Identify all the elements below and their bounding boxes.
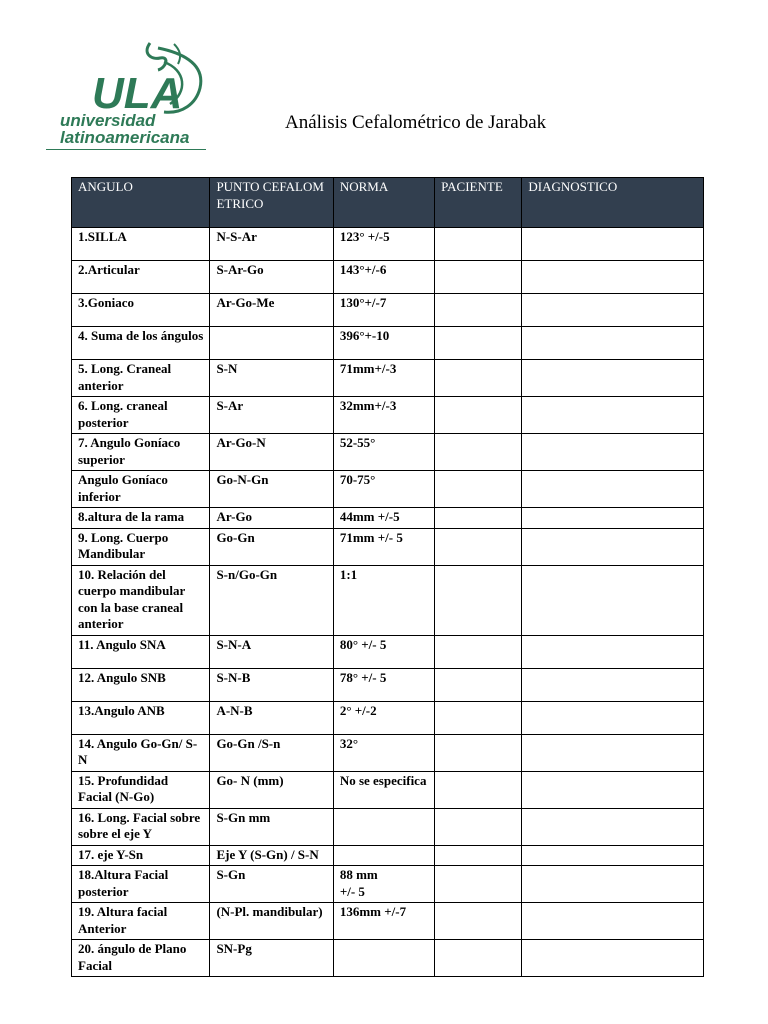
table-row <box>72 397 704 434</box>
cell-paciente <box>435 734 522 771</box>
cell-punto: S-N-A <box>210 635 333 668</box>
cell-angulo: 13.Angulo ANB <box>72 701 210 734</box>
cell-punto: S-N-B <box>210 668 333 701</box>
cell-diagnostico <box>522 940 704 977</box>
cell-diagnostico <box>522 397 704 434</box>
cell-paciente <box>435 327 522 360</box>
cell-punto: S-Ar-Go <box>210 261 333 294</box>
cell-diagnostico <box>522 294 704 327</box>
cell-paciente <box>435 808 522 845</box>
cell-punto: Go-N-Gn <box>210 471 333 508</box>
table-row <box>72 866 704 903</box>
cell-diagnostico <box>522 668 704 701</box>
table-row <box>72 508 704 529</box>
cell-punto: N-S-Ar <box>210 228 333 261</box>
page-title: Análisis Cefalométrico de Jarabak <box>285 112 547 133</box>
logo-line-latinoamericana: latinoamericana <box>60 128 190 147</box>
table-row <box>72 808 704 845</box>
cell-diagnostico <box>522 734 704 771</box>
cell-diagnostico <box>522 327 704 360</box>
cell-paciente <box>435 701 522 734</box>
cell-paciente <box>435 508 522 529</box>
cell-diagnostico <box>522 360 704 397</box>
cell-diagnostico <box>522 903 704 940</box>
cell-diagnostico <box>522 228 704 261</box>
cell-norma: 1:1 <box>333 565 434 635</box>
cell-paciente <box>435 471 522 508</box>
logo-line-universidad: universidad <box>60 111 156 130</box>
cell-norma: 71mm +/- 5 <box>333 528 434 565</box>
cell-angulo: 1.SILLA <box>72 228 210 261</box>
cell-norma: 32° <box>333 734 434 771</box>
cell-angulo: Angulo Goníaco inferior <box>72 471 210 508</box>
cell-punto: S-n/Go-Gn <box>210 565 333 635</box>
cell-punto: SN-Pg <box>210 940 333 977</box>
table-row <box>72 565 704 635</box>
cell-norma: 2° +/-2 <box>333 701 434 734</box>
cell-angulo: 15. Profundidad Facial (N-Go) <box>72 771 210 808</box>
cell-norma: 71mm+/-3 <box>333 360 434 397</box>
cell-punto: (N-Pl. mandibular) <box>210 903 333 940</box>
table-row <box>72 940 704 977</box>
table-row <box>72 771 704 808</box>
cell-norma: 130°+/-7 <box>333 294 434 327</box>
table-row <box>72 261 704 294</box>
cell-norma: 396°+-10 <box>333 327 434 360</box>
cell-norma: 123° +/-5 <box>333 228 434 261</box>
cell-diagnostico <box>522 771 704 808</box>
cell-norma <box>333 845 434 866</box>
cell-angulo: 7. Angulo Goníaco superior <box>72 434 210 471</box>
cell-norma: No se especifica <box>333 771 434 808</box>
cell-angulo: 2.Articular <box>72 261 210 294</box>
cell-paciente <box>435 434 522 471</box>
cell-norma: 70-75° <box>333 471 434 508</box>
cell-diagnostico <box>522 471 704 508</box>
cell-norma <box>333 808 434 845</box>
cell-diagnostico <box>522 565 704 635</box>
table-row <box>72 434 704 471</box>
header-norma: NORMA <box>333 178 434 228</box>
header-angulo: ANGULO <box>72 178 210 228</box>
cell-diagnostico <box>522 701 704 734</box>
cell-punto: A-N-B <box>210 701 333 734</box>
table-row <box>72 228 704 261</box>
cephalometric-table <box>71 177 704 977</box>
cell-angulo: 3.Goniaco <box>72 294 210 327</box>
cell-angulo: 14. Angulo Go-Gn/ S-N <box>72 734 210 771</box>
cell-norma: 52-55° <box>333 434 434 471</box>
cell-angulo: 4. Suma de los ángulos <box>72 327 210 360</box>
cell-angulo: 9. Long. Cuerpo Mandibular <box>72 528 210 565</box>
cell-paciente <box>435 866 522 903</box>
cell-punto: Go-Gn <box>210 528 333 565</box>
cell-punto: Eje Y (S-Gn) / S-N <box>210 845 333 866</box>
cell-punto <box>210 327 333 360</box>
cell-angulo: 20. ángulo de Plano Facial <box>72 940 210 977</box>
cell-diagnostico <box>522 808 704 845</box>
cell-diagnostico <box>522 434 704 471</box>
table-row <box>72 327 704 360</box>
cell-diagnostico <box>522 845 704 866</box>
cell-paciente <box>435 228 522 261</box>
cell-punto: Ar-Go-Me <box>210 294 333 327</box>
cell-paciente <box>435 360 522 397</box>
cell-norma: 80° +/- 5 <box>333 635 434 668</box>
table-row <box>72 845 704 866</box>
table-row <box>72 734 704 771</box>
cell-paciente <box>435 528 522 565</box>
ula-logo-mark <box>46 40 211 115</box>
logo-underline <box>46 149 206 150</box>
cell-paciente <box>435 565 522 635</box>
logo-mark-text: ULA <box>92 69 183 115</box>
cell-norma <box>333 940 434 977</box>
table-row <box>72 471 704 508</box>
table-row <box>72 635 704 668</box>
cell-angulo: 12. Angulo SNB <box>72 668 210 701</box>
cell-paciente <box>435 940 522 977</box>
cell-paciente <box>435 845 522 866</box>
cell-paciente <box>435 635 522 668</box>
cell-punto: S-Gn mm <box>210 808 333 845</box>
cell-diagnostico <box>522 635 704 668</box>
cell-punto: Go- N (mm) <box>210 771 333 808</box>
cell-norma: 88 mm +/- 5 <box>333 866 434 903</box>
cell-angulo: 18.Altura Facial posterior <box>72 866 210 903</box>
cell-diagnostico <box>522 261 704 294</box>
cell-punto: S-N <box>210 360 333 397</box>
cell-punto: Go-Gn /S-n <box>210 734 333 771</box>
cell-angulo: 10. Relación del cuerpo mandibular con la base craneal anterior <box>72 565 210 635</box>
cell-paciente <box>435 771 522 808</box>
table-row <box>72 360 704 397</box>
table-header-row <box>72 178 704 228</box>
cell-angulo: 11. Angulo SNA <box>72 635 210 668</box>
table-row <box>72 294 704 327</box>
table-row <box>72 701 704 734</box>
cell-punto: Ar-Go-N <box>210 434 333 471</box>
header-diagnostico: DIAGNOSTICO <box>522 178 704 228</box>
cell-angulo: 16. Long. Facial sobre sobre el eje Y <box>72 808 210 845</box>
cell-punto: S-Ar <box>210 397 333 434</box>
table-row <box>72 903 704 940</box>
header-punto-cefalometrico: PUNTO CEFALOMETRICO <box>210 178 333 228</box>
cell-norma: 44mm +/-5 <box>333 508 434 529</box>
cell-norma: 78° +/- 5 <box>333 668 434 701</box>
cell-paciente <box>435 397 522 434</box>
cell-paciente <box>435 261 522 294</box>
cell-paciente <box>435 294 522 327</box>
cell-norma: 32mm+/-3 <box>333 397 434 434</box>
cell-angulo: 17. eje Y-Sn <box>72 845 210 866</box>
cell-paciente <box>435 668 522 701</box>
cell-diagnostico <box>522 508 704 529</box>
cell-norma: 143°+/-6 <box>333 261 434 294</box>
cell-diagnostico <box>522 528 704 565</box>
cell-angulo: 8.altura de la rama <box>72 508 210 529</box>
cell-punto: S-Gn <box>210 866 333 903</box>
header-paciente: PACIENTE <box>435 178 522 228</box>
cell-paciente <box>435 903 522 940</box>
cell-angulo: 6. Long. craneal posterior <box>72 397 210 434</box>
table-row <box>72 668 704 701</box>
cell-angulo: 5. Long. Craneal anterior <box>72 360 210 397</box>
table-row <box>72 528 704 565</box>
cell-angulo: 19. Altura facial Anterior <box>72 903 210 940</box>
university-logo <box>46 40 211 152</box>
cell-diagnostico <box>522 866 704 903</box>
cell-norma: 136mm +/-7 <box>333 903 434 940</box>
cell-punto: Ar-Go <box>210 508 333 529</box>
